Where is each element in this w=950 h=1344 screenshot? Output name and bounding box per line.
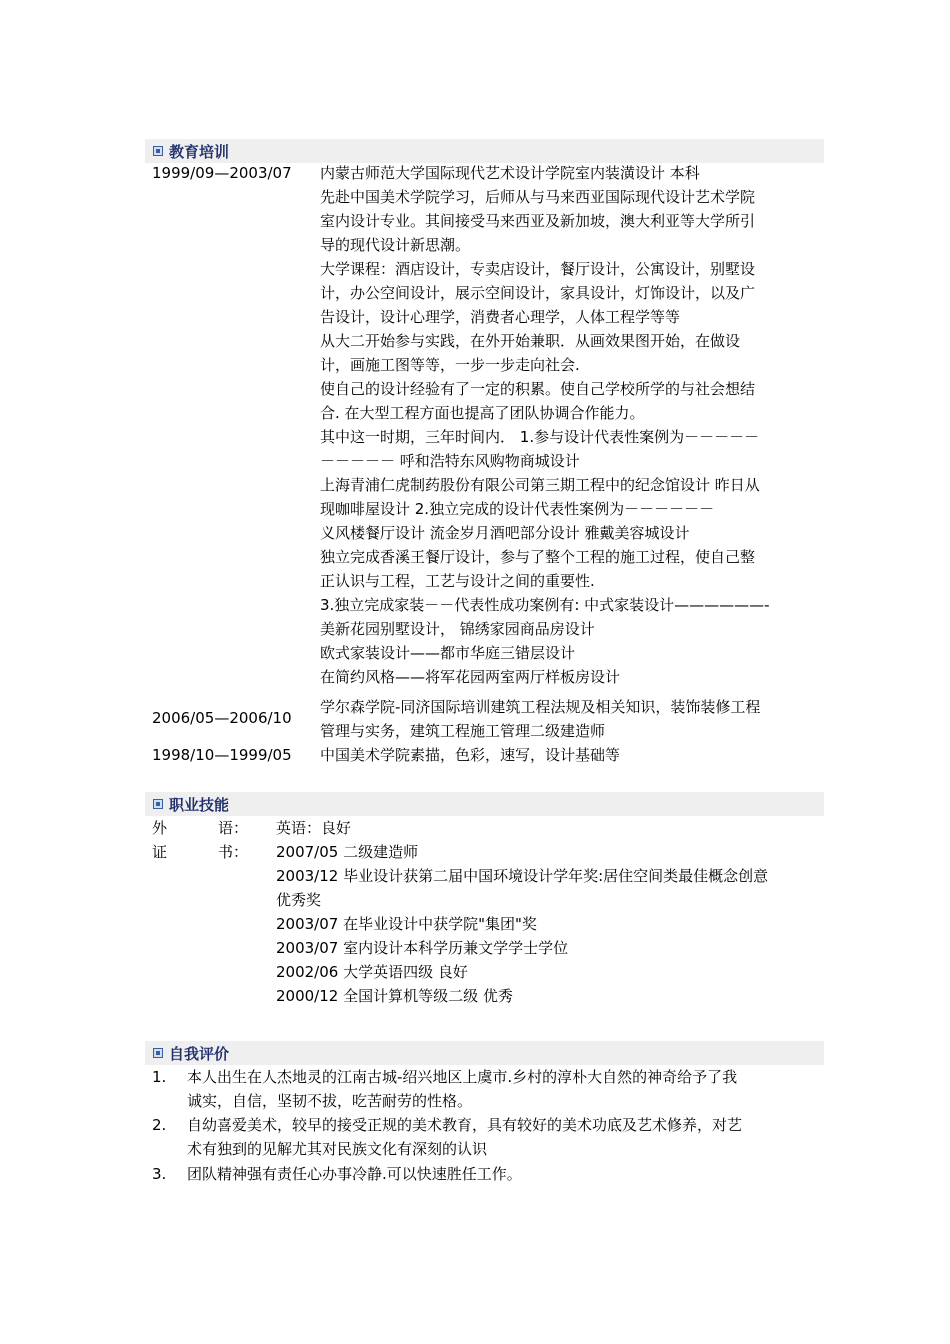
self-eval-num-1: 1. xyxy=(152,1068,167,1086)
skills-section-title: 职业技能 xyxy=(169,795,230,814)
skills-section-header xyxy=(145,792,824,816)
education-entry-1-line: 先赴中国美术学院学习，后师从与马来西亚国际现代设计艺术学院 xyxy=(320,188,756,206)
certificate-item: 2003/07 在毕业设计中获学院"集团"奖 xyxy=(276,915,537,933)
certificate-item: 2003/12 毕业设计获第二届中国环境设计学年奖:居住空间类最佳概念创意 xyxy=(276,867,769,885)
education-entry-1-line: 室内设计专业。其间接受马来西亚及新加坡，澳大利亚等大学所引 xyxy=(320,212,756,230)
certificate-list xyxy=(276,840,821,1008)
education-entry-1-line: 独立完成香溪王餐厅设计，参与了整个工程的施工过程，使自己整 xyxy=(320,548,756,566)
certificate-item: 优秀奖 xyxy=(276,891,322,909)
education-entry-1-line: 欧式家装设计——都市华庭三错层设计 xyxy=(320,644,576,662)
section-bullet-icon xyxy=(153,1048,163,1058)
self-eval-item-1 xyxy=(187,1065,817,1113)
certificate-label-a: 证 xyxy=(152,843,168,861)
education-section-header xyxy=(145,139,824,163)
self-eval-num-3: 3. xyxy=(152,1165,167,1183)
education-entry-1-line: 美新花园别墅设计， 锦绣家园商品房设计 xyxy=(320,620,595,638)
education-entry-1-line: 3.独立完成家装－－代表性成功案例有: 中式家装设计——————- xyxy=(320,596,770,614)
self-eval-line: 本人出生在人杰地灵的江南古城-绍兴地区上虞市.乡村的淳朴大自然的神奇给予了我 xyxy=(187,1068,738,1086)
education-entry-1-line: 使自己的设计经验有了一定的积累。使自己学校所学的与社会想结 xyxy=(320,380,756,398)
education-date-3: 1998/10—1999/05 xyxy=(152,746,292,764)
language-label-a: 外 xyxy=(152,819,168,837)
self-eval-item-3 xyxy=(187,1162,817,1186)
language-value: 英语：良好 xyxy=(276,819,352,837)
language-label-b: 语： xyxy=(218,819,249,837)
self-eval-num-2: 2. xyxy=(152,1116,167,1134)
education-entry-1-line: 其中这一时期，三年时间内． 1.参与设计代表性案例为－－－－－ xyxy=(320,428,760,446)
education-entry-1-line: 合. 在大型工程方面也提高了团队协调合作能力。 xyxy=(320,404,645,422)
education-section-title: 教育培训 xyxy=(169,142,230,161)
self-eval-section-title: 自我评价 xyxy=(169,1044,230,1063)
education-entry-1-line: 义风楼餐厅设计 流金岁月酒吧部分设计 雅戴美容城设计 xyxy=(320,524,690,542)
education-entry-1-line: 从大二开始参与实践，在外开始兼职．从画效果图开始，在做设 xyxy=(320,332,741,350)
certificate-label-b: 书： xyxy=(218,843,249,861)
self-eval-line: 团队精神强有责任心办事冷静.可以快速胜任工作。 xyxy=(187,1165,522,1183)
education-entry-1-line: －－－－－ 呼和浩特东风购物商城设计 xyxy=(320,452,580,470)
education-entry-1-line: 计，画施工图等等，一步一步走向社会. xyxy=(320,356,580,374)
education-entry-1 xyxy=(320,161,818,689)
education-entry-1-line: 导的现代设计新思潮。 xyxy=(320,236,471,254)
education-entry-1-line: 现咖啡屋设计 2.独立完成的设计代表性案例为－－－－－－ xyxy=(320,500,715,518)
self-eval-line: 诚实，自信，坚韧不拔，吃苦耐劳的性格。 xyxy=(187,1092,473,1110)
education-entry-1-line: 上海青浦仁虎制药股份有限公司第三期工程中的纪念馆设计 昨日从 xyxy=(320,476,760,494)
self-eval-line: 术有独到的见解尤其对民族文化有深刻的认识 xyxy=(187,1140,488,1158)
education-entry-2 xyxy=(320,695,818,743)
education-entry-1-line: 正认识与工程，工艺与设计之间的重要性. xyxy=(320,572,595,590)
education-entry-2-line: 学尔森学院-同济国际培训建筑工程法规及相关知识，装饰装修工程 xyxy=(320,698,761,716)
section-bullet-icon xyxy=(153,146,163,156)
education-entry-2-line: 管理与实务，建筑工程施工管理二级建造师 xyxy=(320,722,606,740)
education-entry-3-line: 中国美术学院素描，色彩，速写，设计基础等 xyxy=(320,746,621,764)
education-entry-1-line: 大学课程：酒店设计，专卖店设计，餐厅设计，公寓设计，别墅设 xyxy=(320,260,756,278)
education-date-2: 2006/05—2006/10 xyxy=(152,709,292,727)
self-eval-section-header xyxy=(145,1041,824,1065)
certificate-item: 2002/06 大学英语四级 良好 xyxy=(276,963,468,981)
education-date-1: 1999/09—2003/07 xyxy=(152,164,292,182)
certificate-item: 2000/12 全国计算机等级二级 优秀 xyxy=(276,987,513,1005)
education-entry-1-line: 计，办公空间设计，展示空间设计，家具设计，灯饰设计，以及广 xyxy=(320,284,756,302)
education-entry-1-line: 在简约风格——将军花园两室两厅样板房设计 xyxy=(320,668,621,686)
education-entry-1-line: 内蒙古师范大学国际现代艺术设计学院室内装潢设计 本科 xyxy=(320,164,700,182)
self-eval-line: 自幼喜爱美术，较早的接受正规的美术教育，具有较好的美术功底及艺术修养，对艺 xyxy=(187,1116,743,1134)
section-bullet-icon xyxy=(153,799,163,809)
certificate-item: 2007/05 二级建造师 xyxy=(276,843,419,861)
self-eval-item-2 xyxy=(187,1113,817,1161)
education-entry-3 xyxy=(320,743,818,767)
education-entry-1-line: 告设计，设计心理学，消费者心理学，人体工程学等等 xyxy=(320,308,681,326)
certificate-item: 2003/07 室内设计本科学历兼文学学士学位 xyxy=(276,939,569,957)
